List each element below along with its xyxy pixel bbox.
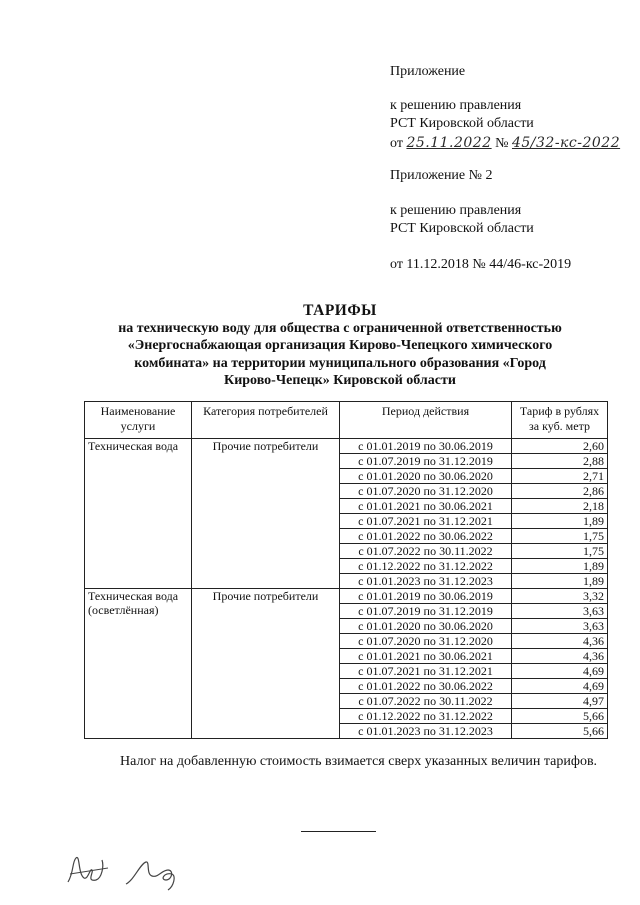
- period-cell: с 01.01.2021 по 30.06.2021: [340, 499, 512, 514]
- tariff-cell: 4,69: [512, 664, 608, 679]
- period-cell: с 01.07.2019 по 31.12.2019: [340, 604, 512, 619]
- from-prefix: от: [390, 136, 403, 151]
- appendix-label: Приложение: [390, 64, 466, 79]
- rst-label: РСТ Кировской области: [390, 116, 534, 131]
- period-cell: с 01.07.2019 по 31.12.2019: [340, 454, 512, 469]
- rst2-label: РСТ Кировской области: [390, 221, 534, 236]
- tariff-cell: 2,86: [512, 484, 608, 499]
- tariff-cell: 4,97: [512, 694, 608, 709]
- period-cell: с 01.07.2021 по 31.12.2021: [340, 664, 512, 679]
- closing-line: [301, 831, 376, 832]
- tariff-cell: 3,63: [512, 604, 608, 619]
- table-header-row: [85, 402, 608, 439]
- period-cell: с 01.01.2022 по 30.06.2022: [340, 679, 512, 694]
- period-cell: с 01.01.2019 по 30.06.2019: [340, 589, 512, 604]
- period-cell: с 01.01.2022 по 30.06.2022: [340, 529, 512, 544]
- tariff-cell: 1,89: [512, 514, 608, 529]
- header-period: Период действия: [340, 402, 512, 439]
- header-service: Наименование услуги: [85, 402, 192, 439]
- period-cell: с 01.07.2022 по 30.11.2022: [340, 544, 512, 559]
- table-row: [85, 439, 608, 454]
- appendix2-label: Приложение № 2: [390, 168, 493, 183]
- period-cell: с 01.07.2020 по 31.12.2020: [340, 484, 512, 499]
- table-body: [85, 439, 608, 739]
- title-line: комбината» на территории муниципального образования «Город: [134, 355, 546, 371]
- period-cell: с 01.12.2022 по 31.12.2022: [340, 709, 512, 724]
- period-cell: с 01.07.2022 по 30.11.2022: [340, 694, 512, 709]
- tariff-cell: 3,63: [512, 619, 608, 634]
- document-title: [60, 302, 620, 390]
- category-cell: Прочие потребители: [192, 439, 340, 589]
- tariff-cell: 3,32: [512, 589, 608, 604]
- tariff-cell: 2,18: [512, 499, 608, 514]
- tariff-cell: 2,60: [512, 439, 608, 454]
- category-cell: Прочие потребители: [192, 589, 340, 739]
- tariffs-table: [84, 401, 608, 739]
- tariff-cell: 1,75: [512, 529, 608, 544]
- tariff-cell: 4,36: [512, 649, 608, 664]
- handwritten-number: 45/32-кс-2022: [511, 135, 621, 151]
- period-cell: с 01.01.2020 по 30.06.2020: [340, 619, 512, 634]
- tariff-cell: 2,88: [512, 454, 608, 469]
- decision2-label: к решению правления: [390, 203, 522, 218]
- title-line: на техническую воду для общества с ограниченной ответственностью: [118, 320, 562, 336]
- period-cell: с 01.01.2021 по 30.06.2021: [340, 649, 512, 664]
- tariff-cell: 1,89: [512, 559, 608, 574]
- title-line: Кирово-Чепецк» Кировской области: [224, 373, 456, 388]
- period-cell: с 01.12.2022 по 31.12.2022: [340, 559, 512, 574]
- header-category: Категория потребителей: [192, 402, 340, 439]
- table-row: [85, 589, 608, 604]
- period-cell: с 01.01.2023 по 31.12.2023: [340, 574, 512, 589]
- tariff-cell: 5,66: [512, 724, 608, 739]
- tariff-cell: 4,69: [512, 679, 608, 694]
- tariff-cell: 1,75: [512, 544, 608, 559]
- number-sign: №: [495, 136, 509, 151]
- title-heading: ТАРИФЫ: [303, 302, 377, 319]
- period-cell: с 01.01.2019 по 30.06.2019: [340, 439, 512, 454]
- period-cell: с 01.07.2021 по 31.12.2021: [340, 514, 512, 529]
- tariff-cell: 5,66: [512, 709, 608, 724]
- signature-initials: [62, 852, 202, 892]
- period-cell: с 01.01.2020 по 30.06.2020: [340, 469, 512, 484]
- decision-date-line: [390, 135, 620, 152]
- vat-note: Налог на добавленную стоимость взимается сверх указанных величин тарифов.: [120, 754, 598, 769]
- handwritten-date: 25.11.2022: [406, 135, 492, 151]
- service-cell: Техническая вода: [85, 439, 192, 589]
- header-tariff: Тариф в рублях за куб. метр: [512, 402, 608, 439]
- decision-label: к решению правления: [390, 98, 522, 113]
- tariff-cell: 4,36: [512, 634, 608, 649]
- period-cell: с 01.01.2023 по 31.12.2023: [340, 724, 512, 739]
- original-decision-line: от 11.12.2018 № 44/46-кс-2019: [390, 257, 572, 272]
- service-cell: Техническая вода (осветлённая): [85, 589, 192, 739]
- title-line: «Энергоснабжающая организация Кирово-Чепецкого химического: [127, 338, 553, 353]
- tariff-cell: 1,89: [512, 574, 608, 589]
- tariff-cell: 2,71: [512, 469, 608, 484]
- period-cell: с 01.07.2020 по 31.12.2020: [340, 634, 512, 649]
